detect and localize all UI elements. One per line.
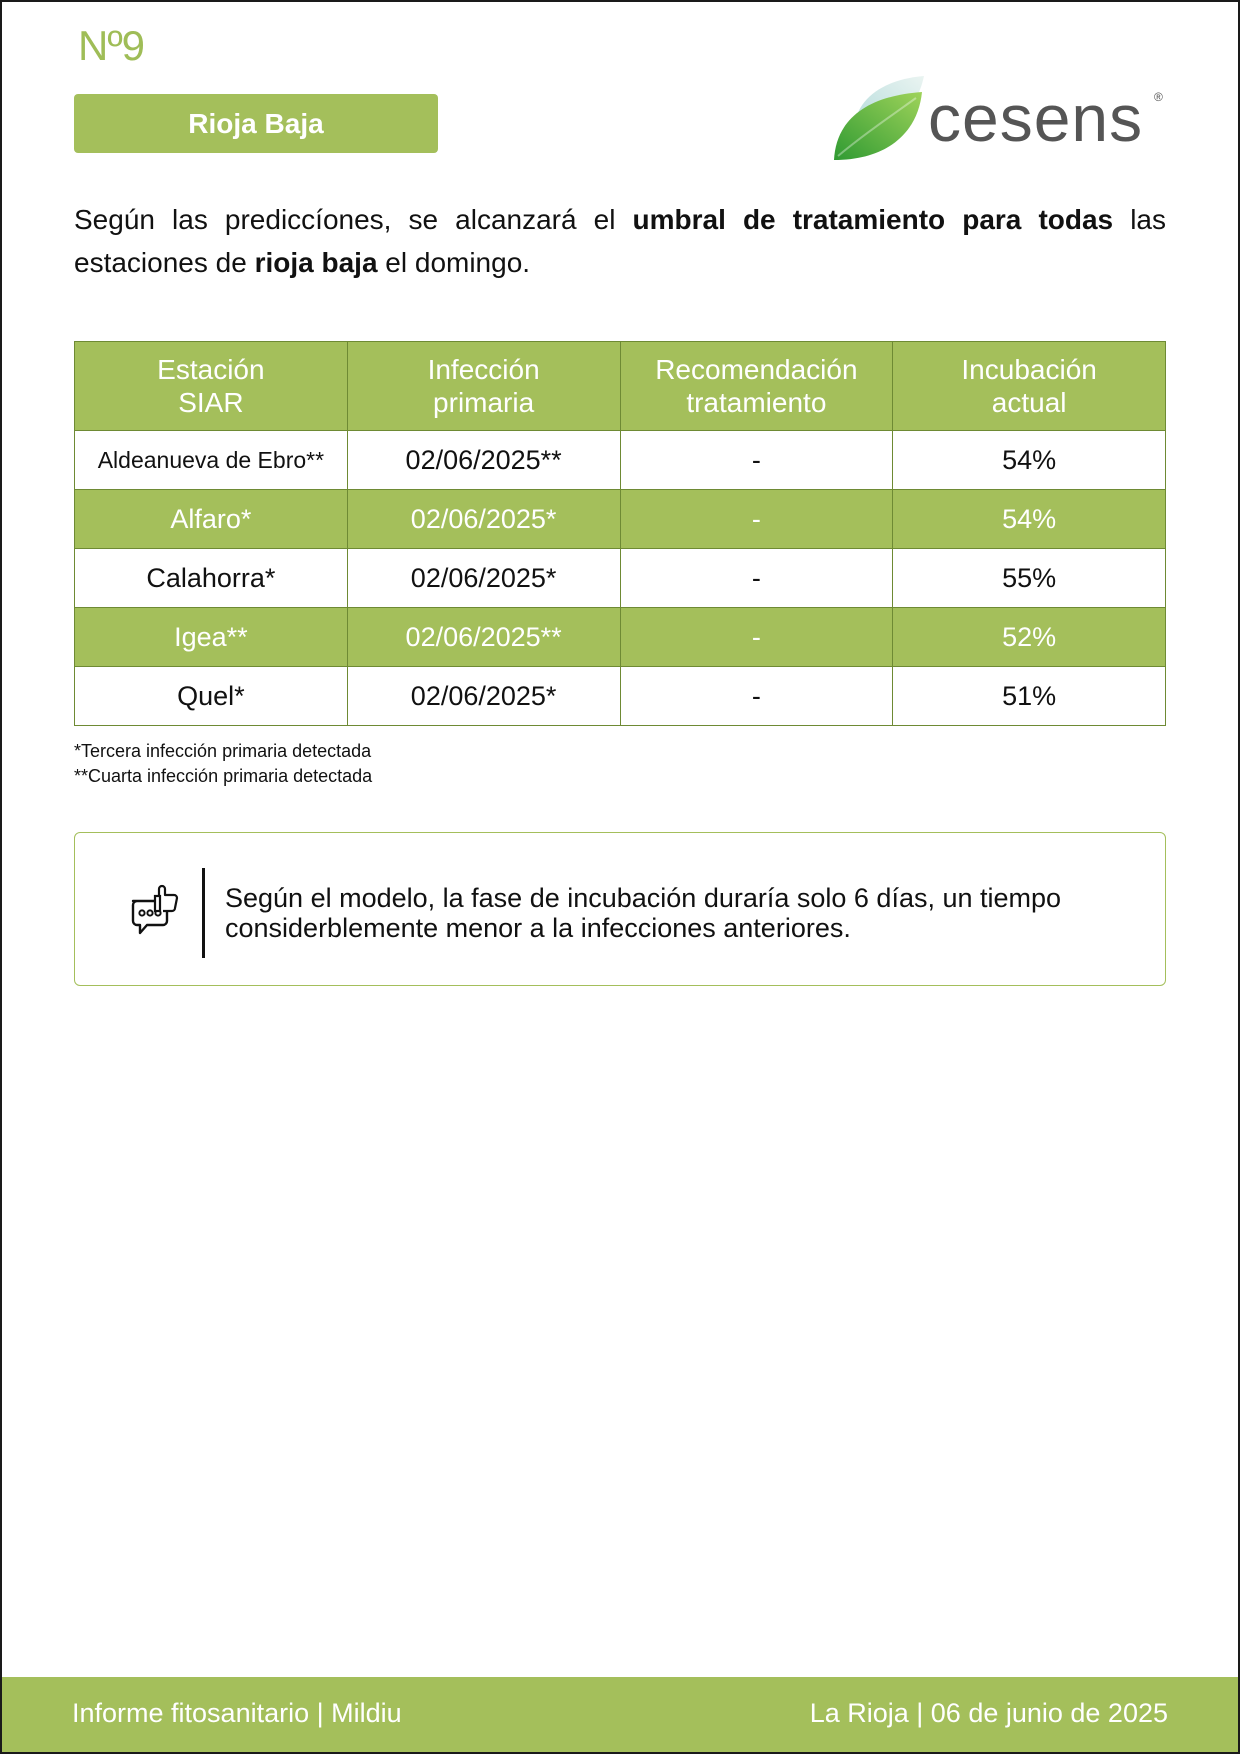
treatment-cell: - [620,608,893,667]
treatment-cell: - [620,549,893,608]
infection-cell: 02/06/2025* [347,490,620,549]
table-row [75,667,1166,726]
table-row [75,431,1166,490]
station-cell: Quel* [75,667,348,726]
intro-bold-2: rioja baja [254,247,378,278]
incubation-cell: 51% [893,667,1166,726]
logo-registered-mark: ® [1154,90,1163,104]
header-station: Estación SIAR [75,342,348,431]
callout-divider [202,868,205,958]
header-infection: Infección primaria [347,342,620,431]
header-incubation: Incubación actual [893,342,1166,431]
region-label: Rioja Baja [74,94,438,153]
footer-report-title: Informe fitosanitario | Mildiu [72,1698,402,1728]
intro-paragraph [74,198,1166,284]
footer-bar [2,1677,1238,1752]
incubation-cell: 54% [893,431,1166,490]
station-cell: Calahorra* [75,549,348,608]
footnotes [74,739,372,789]
footer-location-date: La Rioja | 06 de junio de 2025 [809,1698,1168,1728]
chat-thumbs-up-icon [129,883,183,937]
intro-text-3: el domingo. [377,247,531,278]
station-cell: Igea** [75,608,348,667]
stations-table [74,341,1166,726]
station-cell: Alfaro* [75,490,348,549]
station-cell: Aldeanueva de Ebro** [75,431,348,490]
infection-cell: 02/06/2025* [347,667,620,726]
treatment-cell: - [620,490,893,549]
callout-text: Según el modelo, la fase de incubación duraría solo 6 días, un tiempo considerblemente menor a la infecciones anteriores. [225,883,1062,943]
incubation-cell: 52% [893,608,1166,667]
footnote-third-infection: *Tercera infección primaria detectada [74,741,372,761]
intro-bold-1: umbral de tratamiento para todas [632,204,1114,235]
table-row [75,549,1166,608]
footnote-fourth-infection: **Cuarta infección primaria detectada [74,766,373,786]
table-row [75,490,1166,549]
intro-text-2: las estaciones de [74,204,1167,278]
infection-cell: 02/06/2025** [347,608,620,667]
leaf-logo-icon [832,74,932,164]
table-row [75,608,1166,667]
table-header-row [75,342,1166,431]
model-callout [74,832,1166,986]
infection-cell: 02/06/2025* [347,549,620,608]
issue-number: Nº9 [78,22,145,69]
incubation-cell: 54% [893,490,1166,549]
incubation-cell: 55% [893,549,1166,608]
infection-cell: 02/06/2025** [347,431,620,490]
treatment-cell: - [620,667,893,726]
header-treatment: Recomendación tratamiento [620,342,893,431]
logo-wordmark: cesens [928,81,1144,155]
cesens-logo [832,70,1172,170]
intro-text-1: Según las prediccíones, se alcanzará el [74,204,633,235]
treatment-cell: - [620,431,893,490]
